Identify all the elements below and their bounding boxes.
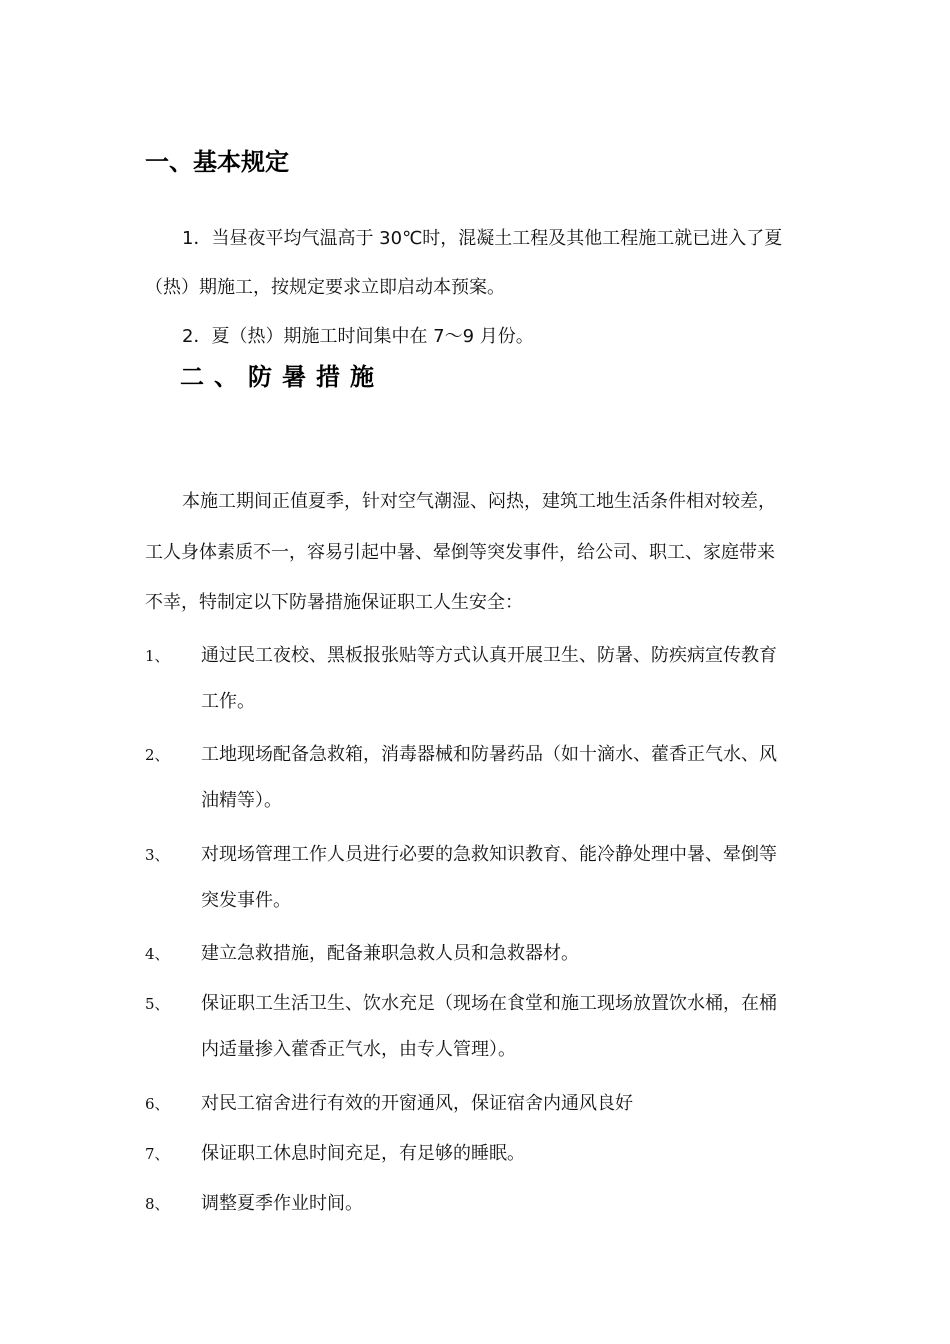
list-item-line-2: 内适量掺入藿香正气水，由专人管理）。: [201, 1039, 516, 1060]
list-item-line-1: 对现场管理工作人员进行必要的急救知识教育、能冷静处理中暑、晕倒等: [201, 844, 777, 865]
section-heading-heat-prevention: 二、防暑措施: [180, 363, 384, 391]
list-item-line-1: 调整夏季作业时间。: [201, 1193, 363, 1214]
list-item-number: 4、: [145, 945, 170, 963]
list-item-line-1: 工地现场配备急救箱，消毒器械和防暑药品（如十滴水、藿香正气水、风: [201, 744, 777, 765]
list-item-line-1: 建立急救措施，配备兼职急救人员和急救器材。: [201, 943, 579, 964]
intro-line-1: 本施工期间正值夏季，针对空气潮湿、闷热，建筑工地生活条件相对较差，: [182, 491, 776, 512]
rule-1-line-1: 1．当昼夜平均气温高于 30℃时，混凝土工程及其他工程施工就已进入了夏: [182, 228, 783, 249]
list-item-line-2: 工作。: [201, 691, 255, 712]
list-item-number: 6、: [145, 1095, 170, 1113]
list-item-number: 2、: [145, 746, 170, 764]
list-item-line-1: 保证职工休息时间充足，有足够的睡眠。: [201, 1143, 525, 1164]
list-item-number: 7、: [145, 1145, 170, 1163]
section-heading-basic-rules: 一、基本规定: [145, 148, 289, 176]
list-item-number: 3、: [145, 846, 170, 864]
intro-line-2: 工人身体素质不一，容易引起中暑、晕倒等突发事件，给公司、职工、家庭带来: [145, 542, 775, 563]
list-item-line-2: 突发事件。: [201, 890, 291, 911]
rule-2: 2．夏（热）期施工时间集中在 7～9 月份。: [182, 326, 534, 347]
list-item-line-1: 对民工宿舍进行有效的开窗通风，保证宿舍内通风良好: [201, 1093, 633, 1114]
rule-1-line-2: （热）期施工，按规定要求立即启动本预案。: [145, 277, 505, 298]
list-item-line-1: 保证职工生活卫生、饮水充足（现场在食堂和施工现场放置饮水桶，在桶: [201, 993, 777, 1014]
list-item-number: 5、: [145, 995, 170, 1013]
list-item-line-1: 通过民工夜校、黑板报张贴等方式认真开展卫生、防暑、防疾病宣传教育: [201, 645, 777, 666]
list-item-line-2: 油精等）。: [201, 790, 282, 811]
list-item-number: 1、: [145, 647, 170, 665]
list-item-number: 8、: [145, 1195, 170, 1213]
intro-line-3: 不幸，特制定以下防暑措施保证职工人生安全：: [145, 592, 523, 613]
